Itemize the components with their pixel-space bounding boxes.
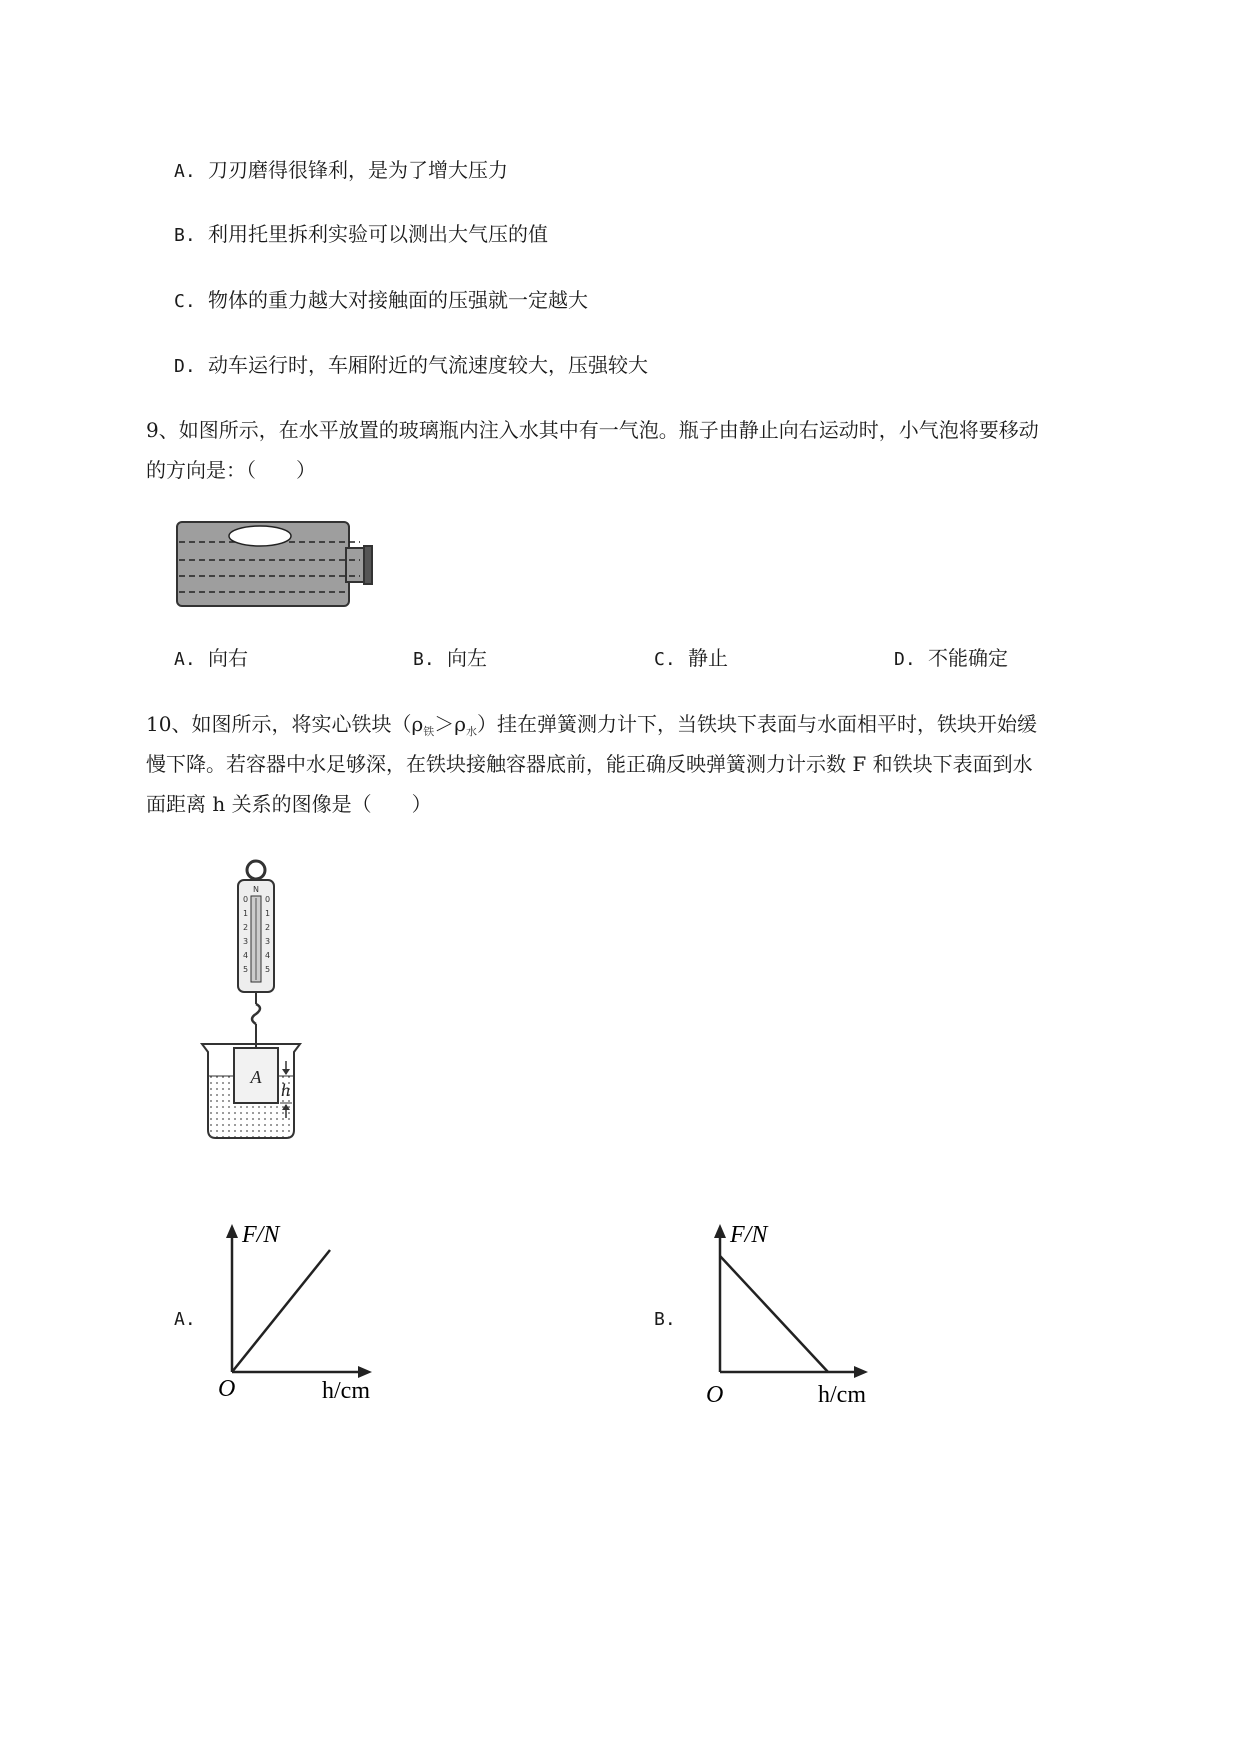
scale-right-2: 2 [265,923,271,932]
scale-right-3: 3 [265,937,271,946]
q9-stem-line2: 的方向是：（ ） [146,458,316,482]
q10-text-b: ＞ρ [434,712,466,736]
option-text: 向左 [447,646,487,670]
air-bubble [229,526,291,546]
y-axis-arrow [714,1224,726,1238]
q10-text-c: ）挂在弹簧测力计下，当铁块下表面与水面相平时，铁块开始缓 [476,712,1037,736]
option-text: 动车运行时，车厢附近的气流速度较大，压强较大 [208,353,648,377]
scale-left-1: 1 [243,909,249,918]
q8-option-d [174,353,648,379]
x-axis-label: h/cm [322,1378,370,1402]
x-axis-arrow [854,1366,868,1378]
scale-left-0: 0 [243,895,249,904]
q10-stem-line1 [146,712,1037,744]
option-letter: B. [174,225,196,246]
q9-option-b [413,646,487,672]
option-text: 刀刃磨得很锋利，是为了增大压力 [208,158,508,182]
q10-stem-line2: 慢下降。若容器中水足够深，在铁块接触容器底前，能正确反映弹簧测力计示数 F 和铁块下表面到水 [146,752,1033,776]
option-text: 物体的重力越大对接触面的压强就一定越大 [208,288,588,312]
bottle-figure [174,518,380,610]
scale-left-3: 3 [243,937,249,946]
subscript-iron: 铁 [423,725,435,738]
q8-option-a [174,158,508,184]
option-text: 不能确定 [928,646,1008,670]
origin-label: O [706,1382,724,1408]
scale-left-2: 2 [243,923,249,932]
y-axis-label: F/N [730,1222,768,1248]
option-text: 静止 [688,646,728,670]
option-letter: C. [174,291,196,312]
graph-a [212,1222,392,1402]
option-letter: B. [413,649,435,670]
graph-b [700,1222,890,1408]
graph-option-b-label: B. [654,1309,676,1330]
scale-left-5: 5 [243,965,249,974]
q10-text-a: 10、如图所示，将实心铁块（ρ [146,712,424,736]
q8-option-c [174,288,588,314]
option-letter: A. [174,649,196,670]
y-axis-arrow [226,1224,238,1238]
q9-option-d [894,646,1008,672]
scale-unit: N [253,885,259,894]
x-axis-arrow [358,1366,372,1378]
graph-a-series-line [232,1250,330,1372]
scale-right-4: 4 [265,951,271,960]
scale-left-4: 4 [243,951,249,960]
option-letter: D. [174,356,196,377]
subscript-water: 水 [465,725,477,738]
q9-stem-line1: 9、如图所示，在水平放置的玻璃瓶内注入水其中有一气泡。瓶子由静止向右运动时，小气泡将要移动 [146,418,1039,442]
scale-ring [247,861,265,879]
depth-label: h [281,1080,290,1100]
graph-option-a-label: A. [174,1309,196,1330]
origin-label: O [218,1376,236,1402]
option-letter: A. [174,161,196,182]
spring-scale-figure [196,858,336,1140]
iron-block-label: A [250,1067,262,1087]
q9-option-c [654,646,728,672]
option-text: 利用托里拆利实验可以测出大气压的值 [208,222,548,246]
scale-right-1: 1 [265,909,271,918]
q10-stem-line3: 面距离 h 关系的图像是（ ） [146,792,432,816]
option-text: 向右 [208,646,248,670]
q9-option-a [174,646,248,672]
scale-right-5: 5 [265,965,271,974]
scale-hook [252,1004,260,1024]
option-letter: D. [894,649,916,670]
y-axis-label: F/N [242,1222,280,1248]
scale-right-0: 0 [265,895,271,904]
option-letter: C. [654,649,676,670]
x-axis-label: h/cm [818,1382,866,1408]
graph-b-series-line [720,1256,828,1372]
q8-option-b [174,222,548,248]
